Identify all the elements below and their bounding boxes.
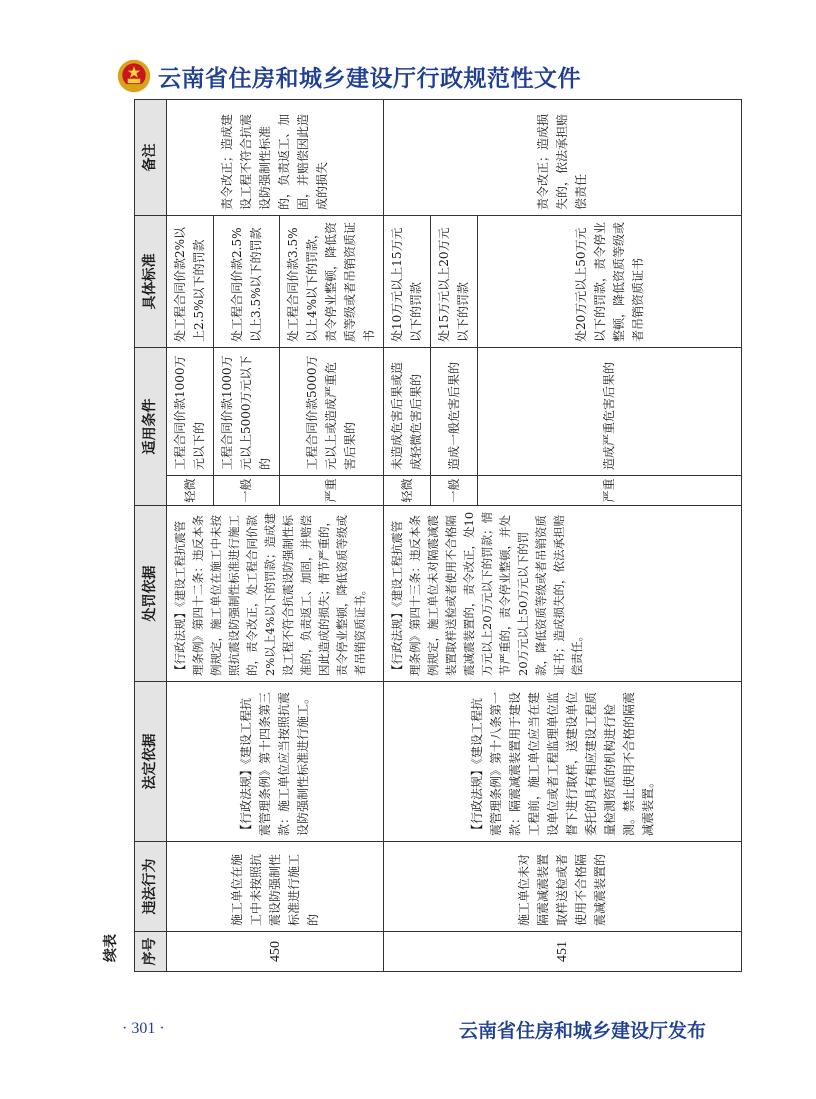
grade-standard: 处工程合同价款2.5%以上3.5%以下的罚款 (214, 216, 280, 348)
grade-condition: 造成一般危害后果的 (431, 348, 478, 476)
grade-label: 严重 (478, 476, 742, 506)
grade-condition: 工程合同价款1000万元以下的 (167, 348, 214, 476)
col-header-note: 备注 (135, 100, 167, 216)
grade-label: 一般 (431, 476, 478, 506)
penalty-standard-table (134, 99, 742, 972)
grade-label: 轻微 (384, 476, 431, 506)
grade-standard: 处工程合同价款2%以上2.5%以下的罚款 (167, 216, 214, 348)
col-header-legal-basis: 法定依据 (135, 682, 167, 842)
row-note: 责令改正；造成损失的，依法承担赔偿责任 (384, 100, 742, 216)
grade-condition: 未造成危害后果或造成轻微危害后果的 (384, 348, 431, 476)
table-header-row (135, 100, 167, 972)
page-number: · 301 · (122, 1020, 165, 1037)
page-header (116, 58, 581, 94)
col-header-behavior: 违法行为 (135, 842, 167, 932)
row-penalty-basis: 【行政法规】《建设工程抗震管理条例》第四十三条：违反本条例规定，施工单位未对隔震减震装置取样送检或者使用不合格隔震减震装置的，责令改正，处10万元以上20万元以下的罚款；情节严重的，责令停业整顿，并处20万元以上50万元以下的罚款，降低资质等级或者吊销资质证书；造成损失的，依法承担赔偿责任。 (384, 506, 742, 682)
grade-condition: 工程合同价款5000万元以上或造成严重危害后果的 (280, 348, 384, 476)
national-emblem-icon (116, 58, 152, 94)
table-row (384, 100, 431, 972)
grade-label: 一般 (214, 476, 280, 506)
grade-standard: 处10万元以上15万元以下的罚款 (384, 216, 431, 348)
grade-label: 轻微 (167, 476, 214, 506)
col-header-standard: 具体标准 (135, 216, 167, 348)
grade-label: 严重 (280, 476, 384, 506)
table-row (167, 100, 214, 972)
grade-standard: 处工程合同价款3.5%以上4%以下的罚款，责令停业整顿，降低资质等级或者吊销资质证书 (280, 216, 384, 348)
grade-standard: 处20万元以上50万元以下的罚款，责令停业整顿，降低资质等级或者吊销资质证书 (478, 216, 742, 348)
rotated-table-frame (134, 100, 686, 972)
row-legal-basis: 【行政法规】《建设工程抗震管理条例》第十八条第一款：隔震减震装置用于建设工程前，施工单位应当在建设单位或者工程监理单位监督下进行取样，送建设单位委托的具有相应建设工程质量检测资质的机构进行检测。禁止使用不合格的隔震减震装置。 (384, 682, 742, 842)
row-note: 责令改正；造成建设工程不符合抗震设防强制性标准的，负责返工、加固，并赔偿因此造成的损失 (167, 100, 384, 216)
row-legal-basis: 【行政法规】《建设工程抗震管理条例》第十四条第三款：施工单位应当按照抗震设防强制性标准进行施工。 (167, 682, 384, 842)
grade-condition: 造成严重危害后果的 (478, 348, 742, 476)
publisher-footer: 云南省住房和城乡建设厅发布 (458, 1020, 706, 1042)
row-penalty-basis: 【行政法规】《建设工程抗震管理条例》第四十二条：违反本条例规定，施工单位在施工中未按照抗震设防强制性标准进行施工的，责令改正，处工程合同价款2%以上4%以下的罚款；造成建设工程不符合抗震设防强制性标准的，负责返工、加固，并赔偿因此造成的损失；情节严重的，责令停业整顿，降低资质等级或者吊销资质证书。 (167, 506, 384, 682)
row-behavior: 施工单位在施工中未按照抗震设防强制性标准进行施工的 (167, 842, 384, 932)
row-seq: 451 (384, 932, 742, 972)
continued-table-label: 续表 (103, 934, 119, 962)
document-series-title: 云南省住房和城乡建设厅行政规范性文件 (158, 65, 581, 92)
grade-standard: 处15万元以上20万元以下的罚款 (431, 216, 478, 348)
row-behavior: 施工单位未对隔震减震装置取样送检或者使用不合格隔震减震装置的 (384, 842, 742, 932)
col-header-seq: 序号 (135, 932, 167, 972)
grade-condition: 工程合同价款1000万元以上5000万元以下的 (214, 348, 280, 476)
col-header-penalty-basis: 处罚依据 (135, 506, 167, 682)
col-header-condition: 适用条件 (135, 348, 167, 506)
row-seq: 450 (167, 932, 384, 972)
